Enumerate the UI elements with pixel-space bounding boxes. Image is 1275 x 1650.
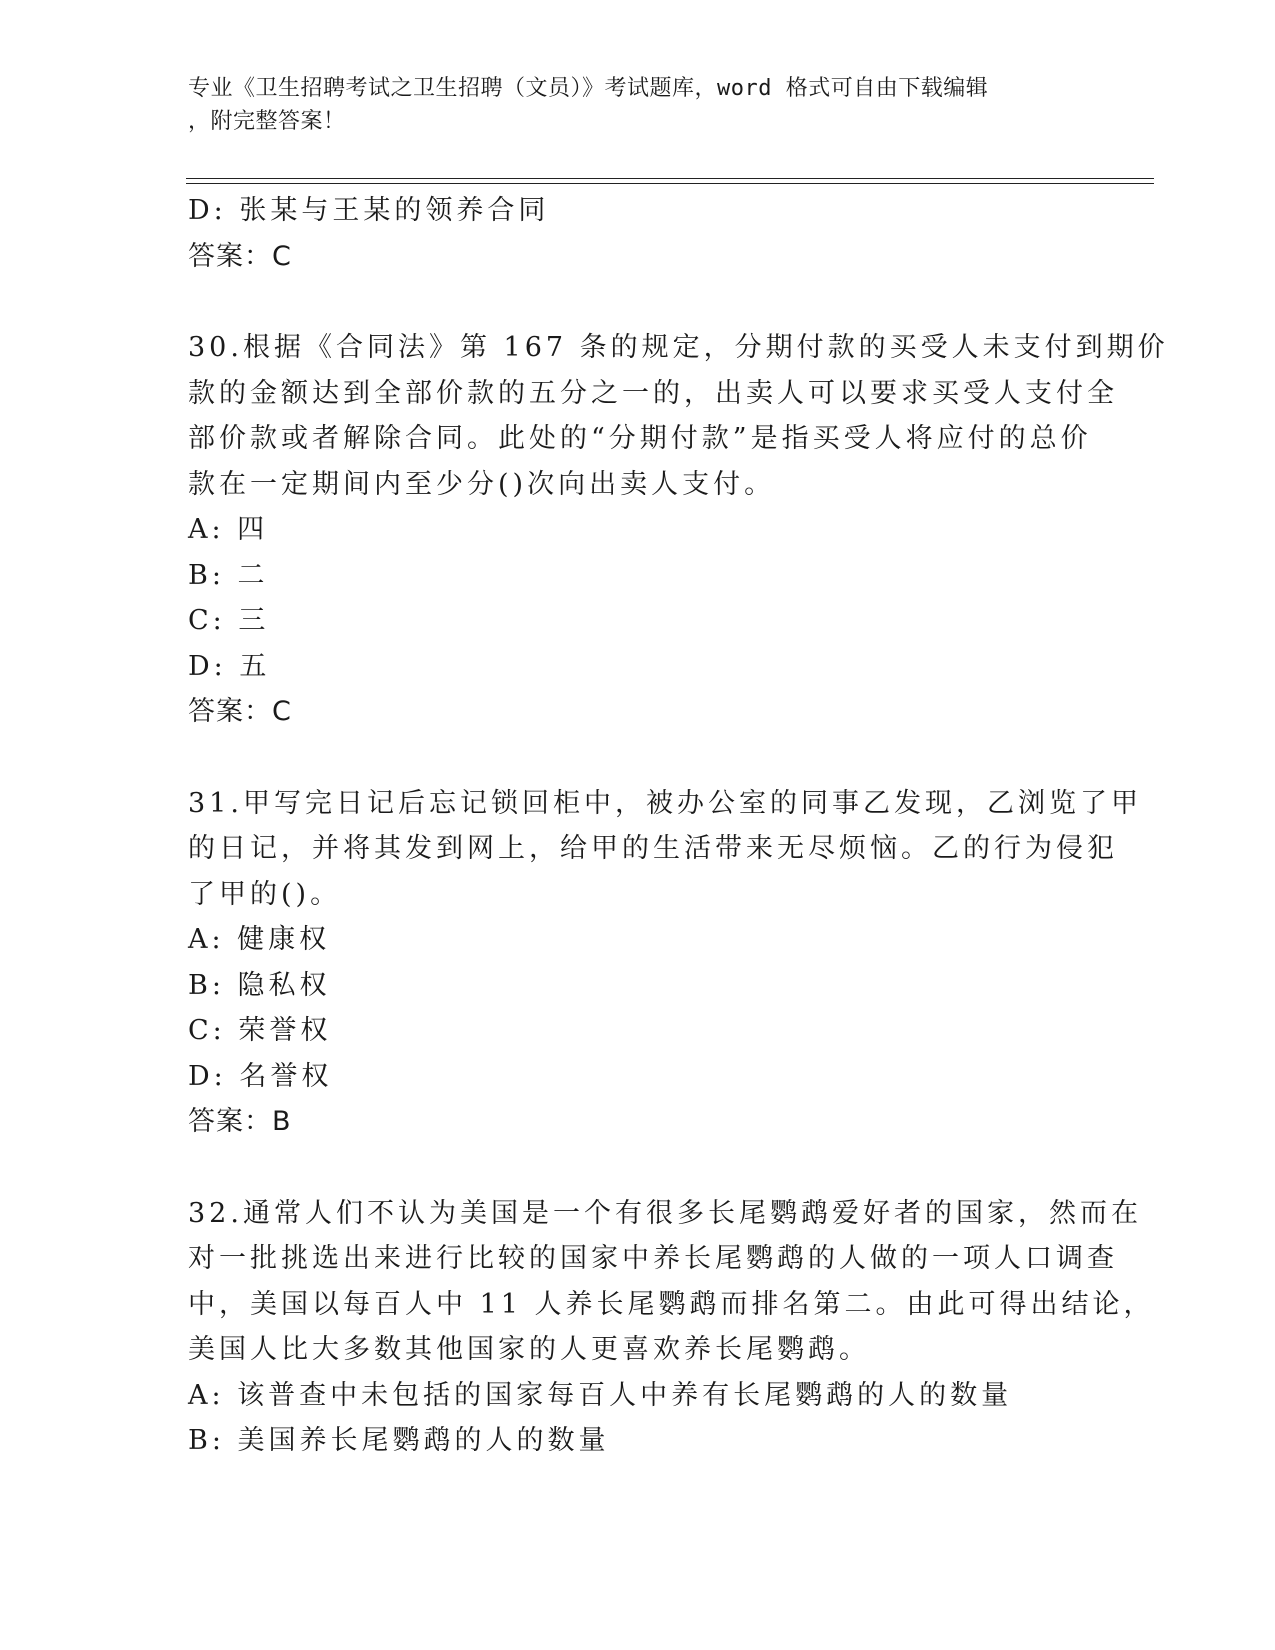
option-a: A: 四 [188, 514, 269, 545]
header-divider-top [186, 178, 1154, 179]
option-b: B: 美国养长尾鹦鹉的人的数量 [188, 1425, 610, 1456]
option-d: D: 张某与王某的领养合同 [188, 195, 550, 226]
question-32 [188, 1191, 1155, 1464]
answer: 答案：B [188, 1106, 292, 1137]
header-line-1: 专业《卫生招聘考试之卫生招聘（文员）》考试题库，word 格式可自由下载编辑 [188, 76, 989, 101]
header-divider-bottom [186, 183, 1154, 184]
question-stem-line: 32.通常人们不认为美国是一个有很多长尾鹦鹉爱好者的国家，然而在 [188, 1197, 1142, 1229]
header-line-2: ，附完整答案！ [188, 109, 346, 134]
question-stem-line: 部价款或者解除合同。此处的“分期付款”是指买受人将应付的总价 [188, 423, 1092, 454]
option-d: D: 名誉权 [188, 1060, 333, 1092]
question-29-tail [188, 188, 1088, 279]
answer: 答案：C [188, 696, 292, 727]
question-stem-line: 款的金额达到全部价款的五分之一的，出卖人可以要求买受人支付全 [188, 377, 1118, 409]
question-30 [188, 325, 1169, 735]
page-header [188, 72, 1088, 138]
option-a: A: 健康权 [188, 924, 331, 955]
question-stem-line: 对一批挑选出来进行比较的国家中养长尾鹦鹉的人做的一项人口调查 [188, 1243, 1118, 1274]
question-list [188, 188, 1169, 1464]
question-stem-line: 30.根据《合同法》第 167 条的规定，分期付款的买受人未支付到期价 [188, 332, 1169, 363]
option-a: A: 该普查中未包括的国家每百人中养有长尾鹦鹉的人的数量 [188, 1379, 1013, 1411]
question-stem-line: 中，美国以每百人中 11 人养长尾鹦鹉而排名第二。由此可得出结论， [188, 1288, 1155, 1320]
option-b: B: 二 [188, 559, 269, 591]
option-b: B: 隐私权 [188, 969, 331, 1001]
answer: 答案：C [188, 240, 292, 272]
option-c: C: 荣誉权 [188, 1015, 332, 1046]
question-stem-line: 31.甲写完日记后忘记锁回柜中，被办公室的同事乙发现，乙浏览了甲 [188, 787, 1142, 819]
question-stem-line: 款在一定期间内至少分()次向出卖人支付。 [188, 468, 776, 500]
option-c: C: 三 [188, 605, 270, 636]
option-d: D: 五 [188, 650, 271, 682]
question-stem-line: 了甲的()。 [188, 878, 342, 910]
question-31 [188, 781, 1142, 1145]
question-stem-line: 的日记，并将其发到网上，给甲的生活带来无尽烦恼。乙的行为侵犯 [188, 833, 1118, 864]
question-stem-line: 美国人比大多数其他国家的人更喜欢养长尾鹦鹉。 [188, 1334, 870, 1365]
